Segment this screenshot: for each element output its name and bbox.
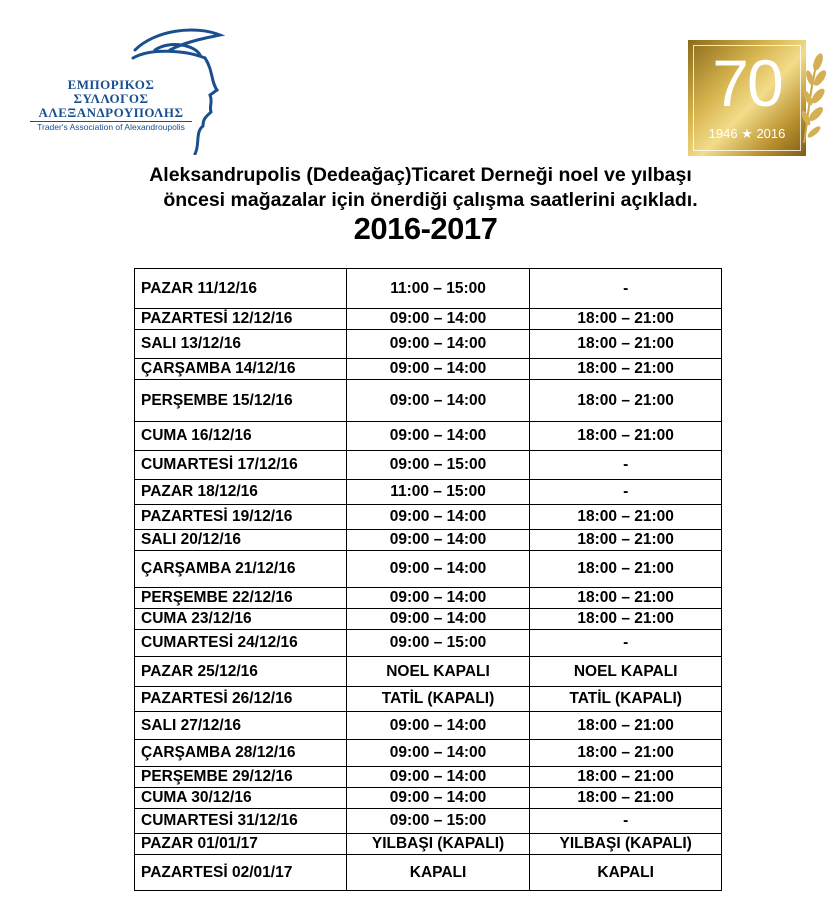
schedule-day: SALI 13/12/16 xyxy=(135,330,347,359)
schedule-day: PERŞEMBE 15/12/16 xyxy=(135,380,347,422)
schedule-day: SALI 27/12/16 xyxy=(135,712,347,740)
table-row xyxy=(135,609,722,630)
schedule-day: PAZARTESİ 19/12/16 xyxy=(135,505,347,530)
schedule-morning-hours: 09:00 – 15:00 xyxy=(346,630,530,657)
schedule-evening-hours: 18:00 – 21:00 xyxy=(530,530,722,551)
table-row xyxy=(135,630,722,657)
schedule-morning-hours: TATİL (KAPALI) xyxy=(346,687,530,712)
association-name-english: Trader's Association of Alexandroupolis xyxy=(37,122,185,132)
association-name xyxy=(30,78,192,133)
schedule-evening-hours: TATİL (KAPALI) xyxy=(530,687,722,712)
table-row xyxy=(135,551,722,588)
schedule-day: PAZAR 01/01/17 xyxy=(135,834,347,855)
table-row xyxy=(135,309,722,330)
anniversary-number: 70 xyxy=(712,46,782,120)
table-row xyxy=(135,380,722,422)
schedule-day: PAZAR 11/12/16 xyxy=(135,269,347,309)
schedule-evening-hours: 18:00 – 21:00 xyxy=(530,422,722,451)
schedule-evening-hours: 18:00 – 21:00 xyxy=(530,309,722,330)
table-row xyxy=(135,855,722,891)
schedule-day: ÇARŞAMBA 28/12/16 xyxy=(135,740,347,767)
schedule-evening-hours: NOEL KAPALI xyxy=(530,657,722,687)
table-row xyxy=(135,834,722,855)
schedule-morning-hours: 09:00 – 14:00 xyxy=(346,380,530,422)
table-row xyxy=(135,330,722,359)
schedule-morning-hours: 09:00 – 14:00 xyxy=(346,609,530,630)
schedule-morning-hours: 09:00 – 14:00 xyxy=(346,330,530,359)
table-row xyxy=(135,530,722,551)
schedule-morning-hours: 09:00 – 14:00 xyxy=(346,767,530,788)
schedule-day: CUMARTESİ 24/12/16 xyxy=(135,630,347,657)
schedule-morning-hours: 09:00 – 14:00 xyxy=(346,588,530,609)
schedule-evening-hours: 18:00 – 21:00 xyxy=(530,588,722,609)
schedule-evening-hours: 18:00 – 21:00 xyxy=(530,380,722,422)
table-row xyxy=(135,269,722,309)
headline-line-1: Aleksandrupolis (Dedeağaç)Ticaret Derneği noel ve yılbaşı xyxy=(149,164,692,186)
schedule-evening-hours: 18:00 – 21:00 xyxy=(530,359,722,380)
association-name-greek-3: ΑΛΕΞΑΝΔΡΟΥΠΟΛΗΣ xyxy=(30,106,192,122)
schedule-day: CUMARTESİ 17/12/16 xyxy=(135,451,347,480)
schedule-morning-hours: 09:00 – 14:00 xyxy=(346,309,530,330)
schedule-evening-hours: 18:00 – 21:00 xyxy=(530,740,722,767)
anniversary-gold-box xyxy=(688,40,806,156)
schedule-morning-hours: 09:00 – 14:00 xyxy=(346,788,530,809)
schedule-day: PERŞEMBE 29/12/16 xyxy=(135,767,347,788)
schedule-day: CUMA 16/12/16 xyxy=(135,422,347,451)
table-row xyxy=(135,359,722,380)
schedule-day: PAZARTESİ 02/01/17 xyxy=(135,855,347,891)
schedule-evening-hours: - xyxy=(530,451,722,480)
association-name-greek-2: ΣΥΛΛΟΓΟΣ xyxy=(73,91,149,106)
schedule-morning-hours: 09:00 – 14:00 xyxy=(346,740,530,767)
anniversary-badge xyxy=(688,40,828,158)
schedule-day: PAZARTESİ 26/12/16 xyxy=(135,687,347,712)
schedule-day: CUMA 23/12/16 xyxy=(135,609,347,630)
headline-line-2: öncesi mağazalar için önerdiği çalışma saatlerini açıkladı. xyxy=(163,189,698,211)
anniversary-years: 1946 ★ 2016 xyxy=(708,126,786,141)
schedule-evening-hours: 18:00 – 21:00 xyxy=(530,712,722,740)
table-row xyxy=(135,451,722,480)
schedule-body xyxy=(135,269,722,891)
schedule-morning-hours: 09:00 – 15:00 xyxy=(346,809,530,834)
association-name-greek-1: ΕΜΠΟΡΙΚΟΣ xyxy=(67,77,155,92)
schedule-evening-hours: KAPALI xyxy=(530,855,722,891)
table-row xyxy=(135,712,722,740)
schedule-evening-hours: - xyxy=(530,269,722,309)
schedule-morning-hours: 09:00 – 14:00 xyxy=(346,712,530,740)
table-row xyxy=(135,788,722,809)
table-row xyxy=(135,505,722,530)
schedule-evening-hours: - xyxy=(530,630,722,657)
schedule-evening-hours: 18:00 – 21:00 xyxy=(530,788,722,809)
schedule-evening-hours: - xyxy=(530,480,722,505)
schedule-evening-hours: - xyxy=(530,809,722,834)
schedule-evening-hours: 18:00 – 21:00 xyxy=(530,505,722,530)
association-logo xyxy=(30,20,230,160)
schedule-evening-hours: 18:00 – 21:00 xyxy=(530,551,722,588)
schedule-day: PAZAR 18/12/16 xyxy=(135,480,347,505)
schedule-day: PERŞEMBE 22/12/16 xyxy=(135,588,347,609)
schedule-day: CUMARTESİ 31/12/16 xyxy=(135,809,347,834)
table-row xyxy=(135,422,722,451)
table-row xyxy=(135,809,722,834)
table-row xyxy=(135,480,722,505)
schedule-morning-hours: 09:00 – 14:00 xyxy=(346,422,530,451)
schedule-morning-hours: 11:00 – 15:00 xyxy=(346,269,530,309)
table-row xyxy=(135,687,722,712)
table-row xyxy=(135,740,722,767)
schedule-morning-hours: 09:00 – 14:00 xyxy=(346,505,530,530)
schedule-morning-hours: 11:00 – 15:00 xyxy=(346,480,530,505)
schedule-morning-hours: 09:00 – 14:00 xyxy=(346,551,530,588)
schedule-day: ÇARŞAMBA 14/12/16 xyxy=(135,359,347,380)
year-title: 2016-2017 xyxy=(353,211,498,246)
schedule-day: PAZAR 25/12/16 xyxy=(135,657,347,687)
headline xyxy=(0,163,831,213)
schedule-day: CUMA 30/12/16 xyxy=(135,788,347,809)
table-row xyxy=(135,588,722,609)
schedule-day: PAZARTESİ 12/12/16 xyxy=(135,309,347,330)
schedule-morning-hours: KAPALI xyxy=(346,855,530,891)
schedule-day: ÇARŞAMBA 21/12/16 xyxy=(135,551,347,588)
table-row xyxy=(135,657,722,687)
laurel-branch-icon xyxy=(800,48,828,148)
schedule-evening-hours: 18:00 – 21:00 xyxy=(530,330,722,359)
schedule-evening-hours: YILBAŞI (KAPALI) xyxy=(530,834,722,855)
schedule-morning-hours: NOEL KAPALI xyxy=(346,657,530,687)
schedule-morning-hours: 09:00 – 14:00 xyxy=(346,359,530,380)
schedule-table xyxy=(134,268,722,891)
schedule-morning-hours: 09:00 – 15:00 xyxy=(346,451,530,480)
table-row xyxy=(135,767,722,788)
schedule-morning-hours: YILBAŞI (KAPALI) xyxy=(346,834,530,855)
schedule-evening-hours: 18:00 – 21:00 xyxy=(530,609,722,630)
schedule-evening-hours: 18:00 – 21:00 xyxy=(530,767,722,788)
schedule-day: SALI 20/12/16 xyxy=(135,530,347,551)
schedule-morning-hours: 09:00 – 14:00 xyxy=(346,530,530,551)
